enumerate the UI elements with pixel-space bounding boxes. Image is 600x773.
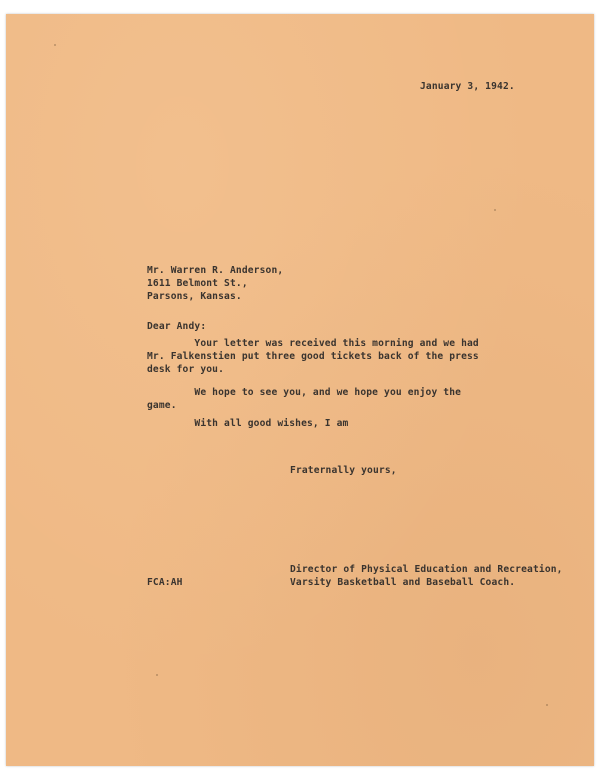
title-line: Director of Physical Education and Recreation, [290,564,563,575]
paper-speck [54,44,56,46]
paragraph-line: Your letter was received this morning and we had [147,338,479,349]
letter-page [6,14,594,766]
address-line: Mr. Warren R. Anderson, [147,265,284,276]
complimentary-closing: Fraternally yours, [290,465,397,476]
signature-title [290,563,563,589]
recipient-address [147,264,283,303]
paper-speck [156,674,158,676]
letter-date: January 3, 1942. [420,81,515,92]
paragraph-line: desk for you. [147,364,225,375]
salutation: Dear Andy: [147,321,207,332]
title-line: Varsity Basketball and Baseball Coach. [290,577,516,588]
paragraph-line: game. [147,400,177,411]
body-paragraph [147,386,461,412]
paragraph-line: With all good wishes, I am [147,418,349,429]
paragraph-line: Mr. Falkenstien put three good tickets back of the press [147,351,479,362]
address-line: 1611 Belmont St., [147,278,248,289]
address-line: Parsons, Kansas. [147,291,242,302]
paragraph-line: We hope to see you, and we hope you enjoy the [147,387,462,398]
reference-initials: FCA:AH [147,577,183,588]
paper-speck [546,704,548,706]
body-paragraph [147,337,479,376]
body-paragraph [147,417,348,430]
paper-speck [494,209,496,211]
